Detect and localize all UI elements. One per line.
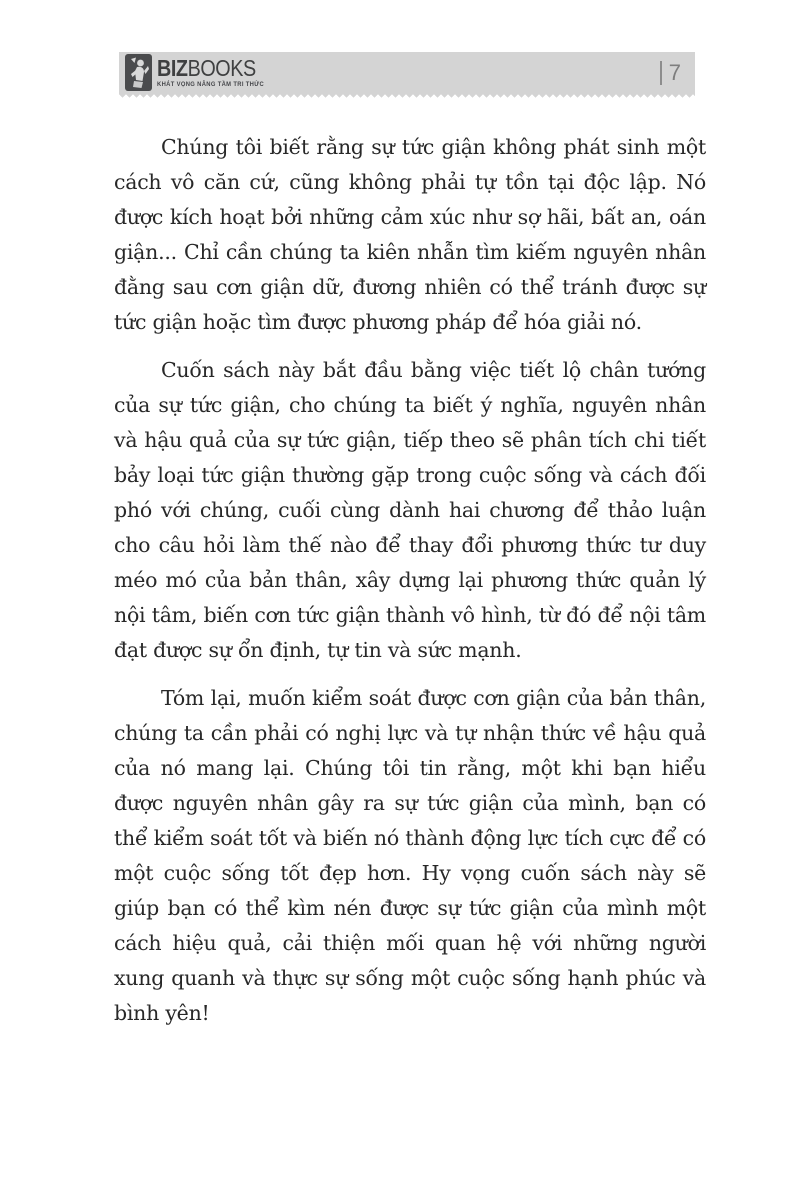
page-text-column [114,130,706,1044]
page-number-group [660,61,681,85]
bizbooks-logo [125,54,281,91]
page-number: 7 [668,59,681,85]
brand-tagline: KHÁT VỌNG NÂNG TẦM TRI THỨC [157,80,265,88]
brand-name [157,54,264,81]
logo-text [157,54,265,89]
paragraph-1: Chúng tôi biết rằng sự tức giận không phát sinh một cách vô căn cứ, cũng không phải tự tồn tại độc lập. Nó được kích hoạt bởi những cảm xúc như sợ hãi, bất an, oán giận... Chỉ cần chúng ta kiên nhẫn tìm kiếm nguyên nhân đằng sau cơn giận dữ, đương nhiên có thể tránh được sự tức giận hoặc tìm được phương pháp để hóa giải nó. [114,135,706,334]
brand-name-books: BOOKS [187,54,256,81]
paragraph-2: Cuốn sách này bắt đầu bằng việc tiết lộ chân tướng của sự tức giận, cho chúng ta biết ý nghĩa, nguyên nhân và hậu quả của sự tức giận, tiếp theo sẽ phân tích chi tiết bảy loại tức giận thường gặp trong cuộc sống và cách đối phó với chúng, cuối cùng dành hai chương để thảo luận cho câu hỏi làm thế nào để thay đổi phương thức tư duy méo mó của bản thân, xây dựng lại phương thức quản lý nội tâm, biến cơn tức giận thành vô hình, từ đó để nội tâm đạt được sự ổn định, tự tin và sức mạnh. [114,358,706,662]
page-header [119,52,695,93]
paragraph-3: Tóm lại, muốn kiểm soát được cơn giận của bản thân, chúng ta cần phải có nghị lực và tự nhận thức về hậu quả của nó mang lại. Chúng tôi tin rằng, một khi bạn hiểu được nguyên nhân gây ra sự tức giận của mình, bạn có thể kiểm soát tốt và biến nó thành động lực tích cực để có một cuộc sống tốt đẹp hơn. Hy vọng cuốn sách này sẽ giúp bạn có thể kìm nén được sự tức giận của mình một cách hiệu quả, cải thiện mối quan hệ với những người xung quanh và thực sự sống một cuộc sống hạnh phúc và bình yên! [114,686,706,1025]
page-number-divider [660,61,662,85]
bizbooks-figure-icon [125,54,152,91]
brand-name-biz: BIZ [157,54,188,81]
